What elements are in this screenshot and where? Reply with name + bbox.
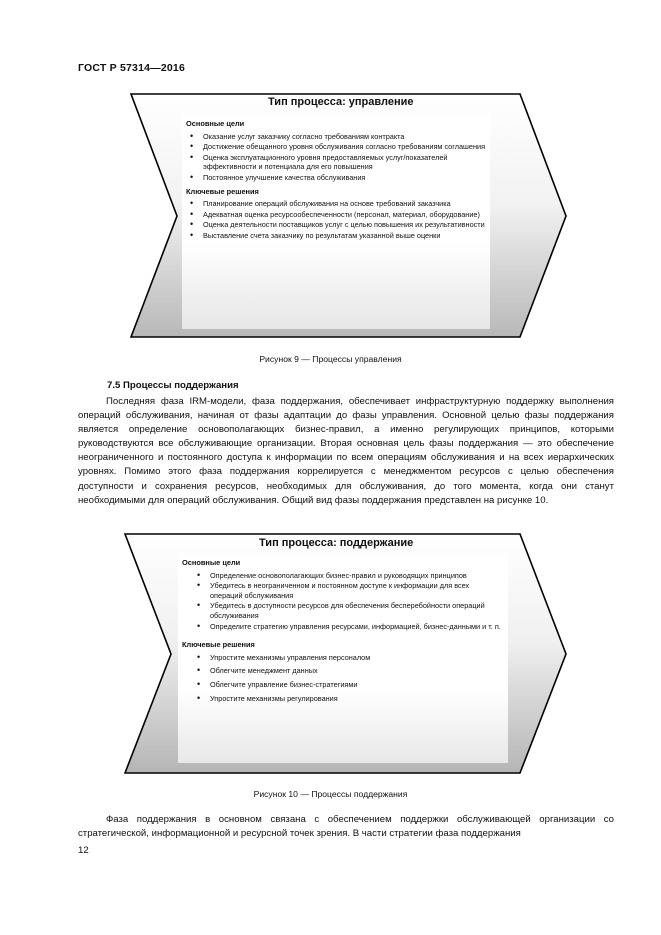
figure10-goals-heading: Основные цели (182, 558, 241, 567)
figure10-caption: Рисунок 10 — Процессы поддержания (253, 789, 408, 799)
figure10-decisions-heading: Ключевые решения (182, 640, 255, 650)
list-item: • Постоянное улучшение качества обслуживания (187, 173, 486, 183)
figure9-body (186, 119, 486, 242)
figure10-body (182, 558, 502, 704)
list-item: • Выставление счета заказчику по результатам указанной выше оценки (187, 231, 486, 241)
figure9-goals-heading: Основные цели (186, 119, 245, 128)
list-item: • Оказание услуг заказчику согласно требованиям контракта (187, 132, 486, 142)
section-paragraph: Последняя фаза IRM-модели, фаза поддержания, обеспечивает инфраструктурную поддержку выполнения операций обслуживания, начиная от фазы адаптации до фазы управления. Основной целью фазы поддержания является определение основополагающих бизнес-правил, а именно регулирующих принципов, которыми руководствуются все обслуживающие организации. Вторая основная цель фазы поддержания — это обеспечение неограниченного и постоянного доступа к информации по всем операциям обслуживания и на всех иерархических уровнях. Помимо этого фаза поддержания коррелируется с менеджментом ресурсов с целью обеспечения доступности и сохранения ресурсов, необходимых для обслуживания, до того момента, когда они станут необходимыми для операций обслуживания. Общий вид фазы поддержания представлен на рисунке 10. (78, 396, 614, 506)
list-item: • Убедитесь в неограниченном и постоянном доступе к информации для всех операций обслуживания (194, 581, 502, 600)
list-item: • Упростите механизмы регулирования (194, 694, 502, 704)
list-item: • Облегчите менеджмент данных (194, 666, 502, 676)
list-item: • Убедитесь в доступности ресурсов для обеспечения бесперебойности операций обслуживания (194, 601, 502, 620)
page-number: 12 (78, 845, 89, 856)
list-item: • Оценка деятельности поставщиков услуг с целью повышения их результативности (187, 220, 486, 230)
figure9-decisions-list (187, 199, 486, 240)
closing-paragraph: Фаза поддержания в основном связана с обеспечением поддержки обслуживающей организации со стратегической, информационной и ресурсной точек зрения. В части стратегии фаза поддержания (78, 814, 614, 840)
figure10-goals-list (194, 571, 502, 632)
list-item: • Достижение обещанного уровня обслуживания согласно требованиям соглашения (187, 142, 486, 152)
figure9-title: Тип процесса: управление (268, 96, 414, 108)
list-item: • Определение основополагающих бизнес-правил и руководящих принципов (194, 571, 502, 581)
section-heading: 7.5 Процессы поддержания (107, 380, 239, 391)
list-item: • Облегчите управление бизнес-стратегиями (194, 680, 502, 690)
figure9-caption: Рисунок 9 — Процессы управления (259, 354, 402, 364)
figure10-decisions-list (194, 653, 502, 703)
list-item: • Определите стратегию управления ресурсами, информацией, бизнес-данными и т. п. (194, 622, 502, 632)
figure10-title: Тип процесса: поддержание (259, 537, 414, 549)
figure9-decisions-heading: Ключевые решения (186, 186, 259, 196)
standard-header: ГОСТ Р 57314—2016 (78, 62, 186, 74)
list-item: • Упростите механизмы управления персоналом (194, 653, 502, 663)
list-item: • Оценка эксплуатационного уровня предоставляемых услуг/показателей эффективности и потенциала для его повышения (187, 153, 486, 172)
list-item: • Адекватная оценка ресурсообеспеченности (персонал, материал, оборудование) (187, 210, 486, 220)
figure9-goals-list (187, 132, 486, 183)
list-item: • Планирование операций обслуживания на основе требований заказчика (187, 199, 486, 209)
